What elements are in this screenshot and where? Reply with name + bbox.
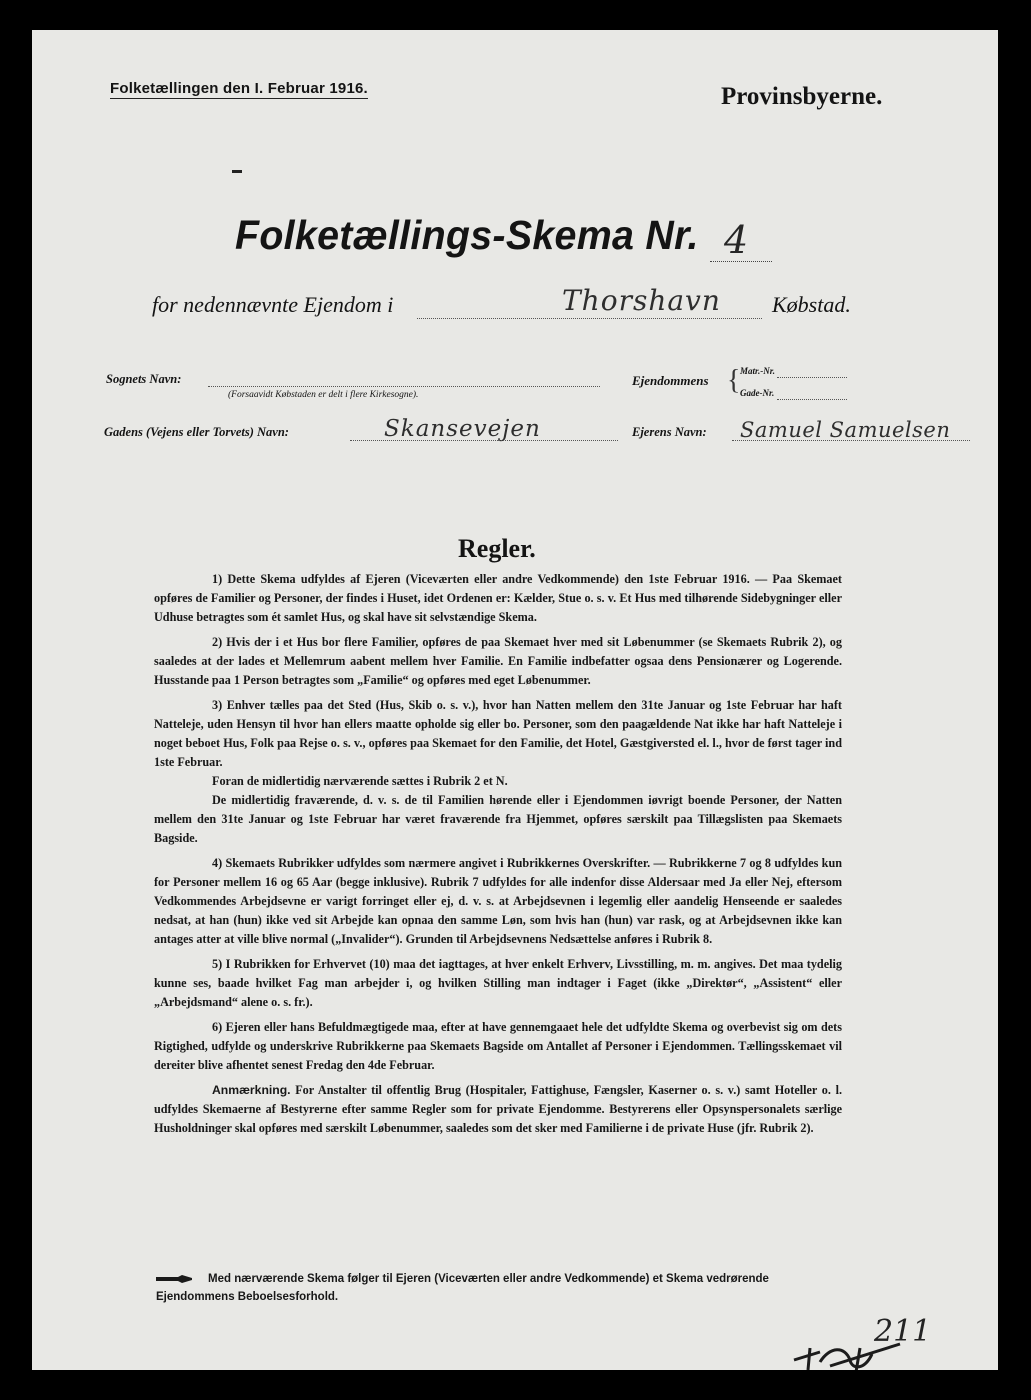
property-location-label: for nedennævnte Ejendom i bbox=[152, 292, 394, 317]
remark bbox=[154, 1081, 842, 1138]
street-number-label: Gade-Nr. bbox=[740, 388, 775, 398]
brace-icon: { bbox=[727, 365, 741, 396]
owner-name-line bbox=[732, 440, 970, 441]
pointing-hand-icon bbox=[156, 1274, 194, 1284]
rule-3-temporary-absent: De midlertidig fraværende, d. v. s. de til Familien hørende eller i Ejendommen iøvrigt boende Personer, der Natten mellem den 31te Januar og 1ste Februar har været fraværende fra Hjemmet, opføres særskilt paa Tillægslisten paa Skemaets Bagside. bbox=[154, 793, 842, 845]
census-date-header: Folketællingen den I. Februar 1916. bbox=[110, 80, 368, 97]
parish-label: Sognets Navn: bbox=[106, 372, 182, 386]
rules-heading: Regler. bbox=[458, 534, 536, 563]
rule-1: 1) Dette Skema udfyldes af Ejeren (Viceværten eller andre Vedkommende) den 1ste Februar 1916. — Paa Skemaet opføres de Familier og Personer, der findes i Huset, idet Ordenen er: Kælder, Stue o. s. v. Et Hus med tilhørende Sidebygninger eller Udhuse betragtes som ét samlet Hus, og skal have sit selvstændige Skema. bbox=[154, 572, 842, 624]
property-label: Ejendommens bbox=[632, 373, 709, 388]
rules-body bbox=[154, 570, 842, 1144]
handwritten-page-number: 211 bbox=[874, 1314, 932, 1349]
census-form-page bbox=[32, 30, 998, 1370]
remark-label: Anmærkning. bbox=[212, 1083, 291, 1097]
remark-text: For Anstalter til offentlig Brug (Hospitaler, Fattighuse, Fængsler, Kaserner o. s. v.) samt Hoteller o. l. udfyldes Skemaerne af Bestyrerne efter samme Regler som for private Ejendomme. Bestyrerens eller Opsynspersonalets særlige Husholdninger skal opføres med særskilt Løbenummer, saaledes som det sker med Familierne i de private Huse (jfr. Rubrik 2). bbox=[154, 1083, 843, 1135]
town-name-handwritten: Thorshavn bbox=[562, 284, 721, 317]
street-number-line bbox=[777, 399, 847, 400]
form-number-handwritten: 4 bbox=[724, 218, 749, 262]
cadastral-number-line bbox=[777, 377, 847, 378]
footer-note bbox=[156, 1270, 846, 1306]
rule-5: 5) I Rubrikken for Erhvervet (10) maa det iagttages, at hver enkelt Erhverv, Livsstilling, m. m. angives. Det maa tydelig kunne ses, baade hvilket Fag man arbejder i, og hvilken Stilling man indtager i Faget (ikke „Direktør“, „Assistent“ eller „Arbejdsmand“ alene o. s. fr.). bbox=[154, 957, 842, 1009]
street-name-line bbox=[350, 440, 618, 441]
footer-note-text: Med nærværende Skema følger til Ejeren (Viceværten eller andre Vedkommende) et Skema vedrørende Ejendommens Beboelsesforhold. bbox=[156, 1273, 769, 1303]
rule-3: 3) Enhver tælles paa det Sted (Hus, Skib o. s. v.), hvor han Natten mellem den 31te Januar og 1ste Februar har haft Natteleje, uden Hensyn til hvor han ellers maatte opholde sig eller bo. Personer, som den paagældende Nat ikke har haft Natteleje i noget beboet Hus, Folk paa Rejse o. s. v., opføres paa Skemaet for den Familie, det Hotel, Gæstgiversted el. l., hvor de først tager ind 1ste Februar. bbox=[154, 698, 842, 769]
street-name-label: Gadens (Vejens eller Torvets) Navn: bbox=[104, 425, 289, 439]
town-type-label: Købstad. bbox=[772, 292, 851, 317]
rule-6: 6) Ejeren eller hans Befuldmægtigede maa, efter at have gennemgaaet hele det udfyldte Skema og overbevist sig om dets Rigtighed, udfylde og underskrive Rubrikkerne paa Skemaets Bagside om Antallet af Personer i Ejendommen. Tællingsskemaet vil dereiter blive afhentet senest Fredag den 4de Februar. bbox=[154, 1020, 842, 1072]
town-name-line bbox=[417, 318, 762, 319]
form-title: Folketællings-Skema Nr. bbox=[235, 212, 699, 258]
owner-name-label: Ejerens Navn: bbox=[632, 425, 707, 439]
rule-4: 4) Skemaets Rubrikker udfyldes som nærmere angivet i Rubrikkernes Overskrifter. — Rubrikkerne 7 og 8 udfyldes kun for Personer mellem 16 og 65 Aar (begge inklusive). Rubrik 7 udfyldes for alle indenfor disse Aldersaar med Ja eller Nej, eftersom Vedkommendes Arbejdsevne er varigt forringet eller ej, d. v. s. at Arbejdsevnen i legemlig eller aandelig Henseende er saaledes nedsat, at han (hun) ikke ved sit Arbejde kan opnaa den samme Løn, som hvis han (hun) var rask, og at Arbejdsevnen ikke kan antages atter at ville blive normal („Invalider“). Grunden til Arbejdsevnens Nedsættelse anføres i Rubrik 8. bbox=[154, 856, 842, 946]
street-name-handwritten: Skansevejen bbox=[384, 416, 541, 442]
parish-line bbox=[208, 386, 600, 387]
rule-2: 2) Hvis der i et Hus bor flere Familier, opføres de paa Skemaet hver med sit Løbenummer (se Skemaets Rubrik 2), og saaledes at der lades et Mellemrum aabent mellem hver Familie. En Familie indbefatter ogsaa dens Pensionærer og Logerende. Husstande paa 1 Person betragtes som „Familie“ og opføres med eget Løbenummer. bbox=[154, 635, 842, 687]
parish-note: (Forsaavidt Købstaden er delt i flere Kirkesogne). bbox=[228, 390, 419, 400]
rule-3-temporary-present: Foran de midlertidig nærværende sættes i Rubrik 2 et N. bbox=[212, 774, 508, 788]
cadastral-number-label: Matr.-Nr. bbox=[740, 366, 776, 376]
ink-mark bbox=[232, 170, 242, 173]
owner-name-handwritten: Samuel Samuelsen bbox=[740, 418, 951, 442]
crossed-out-number-mark bbox=[790, 1340, 910, 1370]
form-number-line bbox=[710, 261, 772, 262]
region-header: Provinsbyerne. bbox=[721, 83, 883, 110]
